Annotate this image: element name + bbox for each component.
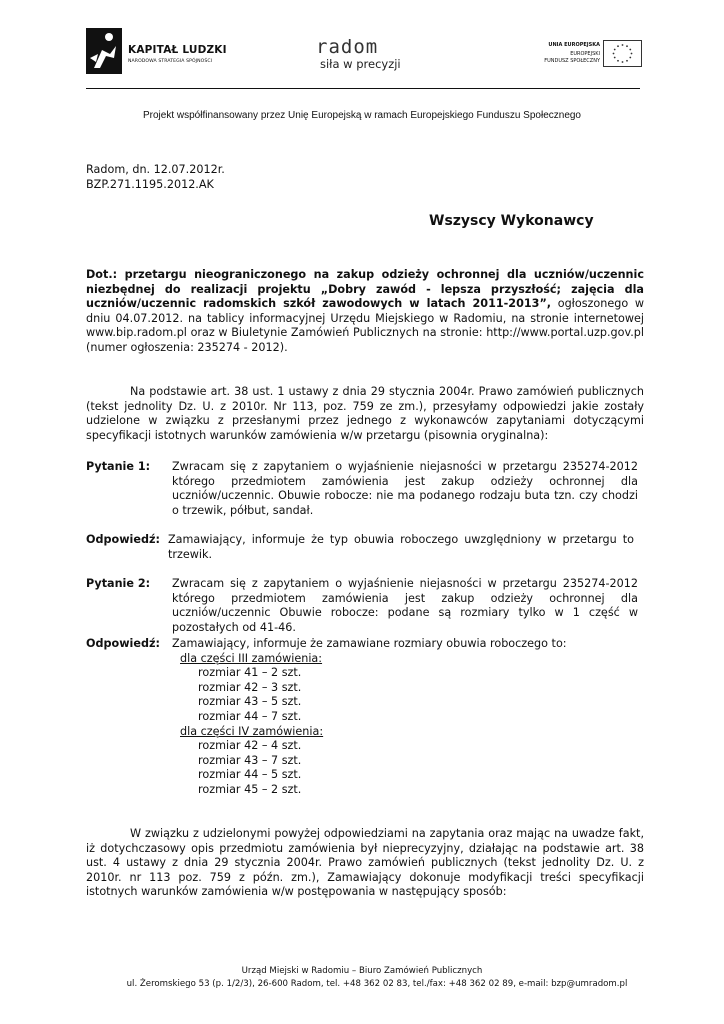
- footer: [0, 965, 724, 991]
- question-1-text: Zwracam się z zapytaniem o wyjaśnienie niejasności w przetargu 235274-2012 którego przedmiotem zamówienia jest zakup odzieży ochronnej dla uczniów/uczennic. Obuwie robocze: nie ma podanego rodzaju buta tzn. czy chodzi o trzewik, półbut, sandał.: [172, 460, 638, 517]
- closing-paragraph: W związku z udzielonymi powyżej odpowiedziami na zapytania oraz mając na uwadze fakt, iż dotychczasowy opis przedmiotu zamówienia był nieprecyzyjny, działając na podstawie art. 38 ust. 4 ustawy z dnia 29 stycznia 2004r. Prawo zamówień publicznych (tekst jednolity Dz. U. z 2010r. nr 113 poz. 759 z późn. zm.), Zamawiający dokonuje modyfikacji treści specyfikacji istotnych warunków zamówienia w/w postępowania w następujący sposób:: [86, 827, 644, 899]
- list-item: rozmiar 43 – 5 szt.: [198, 695, 302, 709]
- place-date: Radom, dn. 12.07.2012r.: [86, 163, 225, 176]
- subject-bold: Dot.: przetargu nieograniczonego na zakup odzieży ochronnej dla uczniów/uczennic niezbędnej do realizacji projektu „Dobry zawód - lepsza przyszłość; zajęcia dla uczniów/uczennic radomskich szkół zawodowych w latach 2011-2013”,: [86, 268, 644, 311]
- question-2-label: Pytanie 2:: [86, 577, 151, 590]
- radom-wordmark: radom: [316, 36, 379, 58]
- letterhead: [86, 26, 640, 86]
- header-divider: [86, 88, 640, 89]
- kapital-ludzki-mark-icon: [86, 28, 122, 74]
- eu-line1: UNIA EUROPEJSKA: [548, 42, 600, 48]
- part3-label: dla części III zamówienia:: [180, 651, 323, 665]
- letter-meta: [86, 163, 225, 192]
- answer-1-text: Zamawiający, informuje że typ obuwia roboczego uwzględniony w przetargu to trzewik.: [168, 533, 634, 561]
- eu-line2: EUROPEJSKI: [570, 51, 600, 57]
- list-item: rozmiar 44 – 7 szt.: [198, 709, 302, 723]
- question-1-label: Pytanie 1:: [86, 460, 151, 473]
- question-2-text: Zwracam się z zapytaniem o wyjaśnienie niejasności w przetargu 235274-2012 którego przedmiotem zamówienia jest zakup odzieży ochronnej dla uczniów/uczennic Obuwie robocze: podane są rozmiary tylko w 1 część w pozostałych od 41-46.: [172, 577, 638, 634]
- answer-1-label: Odpowiedź:: [86, 533, 160, 546]
- part4-label: dla części IV zamówienia:: [180, 724, 324, 738]
- list-item: rozmiar 43 – 7 szt.: [198, 753, 302, 767]
- recipient: Wszyscy Wykonawcy: [429, 213, 594, 229]
- kl-subtitle: NARODOWA STRATEGIA SPÓJNOŚCI: [128, 59, 213, 64]
- list-item: rozmiar 42 – 3 szt.: [198, 680, 302, 694]
- radom-logo: [314, 36, 414, 76]
- list-item: rozmiar 44 – 5 szt.: [198, 768, 302, 782]
- intro-paragraph: Na podstawie art. 38 ust. 1 ustawy z dnia 29 stycznia 2004r. Prawo zamówień publicznych (tekst jednolity Dz. U. z 2010r. Nr 113, poz. 759 ze zm.), przesyłamy odpowiedzi jakie zostały udzielone w związku z przesłanymi przez jednego z wykonawców zapytaniami dotyczącymi specyfikacji istotnych warunków zamówienia w/w przetargu (pisownia oryginalna):: [86, 385, 644, 442]
- list-item: rozmiar 41 – 2 szt.: [198, 666, 302, 680]
- list-item: rozmiar 45 – 2 szt.: [198, 782, 302, 796]
- answer-2-label: Odpowiedź:: [86, 637, 160, 650]
- footer-office: Urząd Miejski w Radomiu – Biuro Zamówień Publicznych: [241, 966, 483, 976]
- eu-flag-icon: [603, 40, 642, 67]
- subject-paragraph: [86, 268, 644, 356]
- footer-contact: ul. Żeromskiego 53 (p. 1/2/3), 26-600 Radom, tel. +48 362 02 83, tel./fax: +48 362 02 89, e-mail: bzp@umradom.pl: [126, 979, 628, 989]
- list-item: rozmiar 42 – 4 szt.: [198, 739, 302, 753]
- eu-line3: FUNDUSZ SPOŁECZNY: [544, 58, 600, 64]
- answer-2-text: Zamawiający, informuje że zamawiane rozmiary obuwia roboczego to:: [172, 637, 567, 650]
- radom-tagline: siła w precyzji: [320, 57, 401, 71]
- cofinance-note: Projekt współfinansowany przez Unię Europejską w ramach Europejskiego Funduszu Społecznego: [142, 110, 581, 121]
- kapital-ludzki-logo: [86, 28, 236, 78]
- reference-number: BZP.271.1195.2012.AK: [86, 177, 214, 191]
- eu-logo: [522, 40, 642, 70]
- sizes-list: [172, 637, 567, 798]
- subject-normal: ogłoszonego w dniu 04.07.2012. na tablicy informacyjnej Urzędu Miejskiego w Radomiu, na stronie internetowej www.bip.radom.pl oraz w Biuletynie Zamówień Publicznych na stronie: http://www.portal.uzp.gov.pl (numer ogłoszenia: 235274 - 2012).: [86, 297, 644, 354]
- kl-title: KAPITAŁ LUDZKI: [128, 44, 227, 56]
